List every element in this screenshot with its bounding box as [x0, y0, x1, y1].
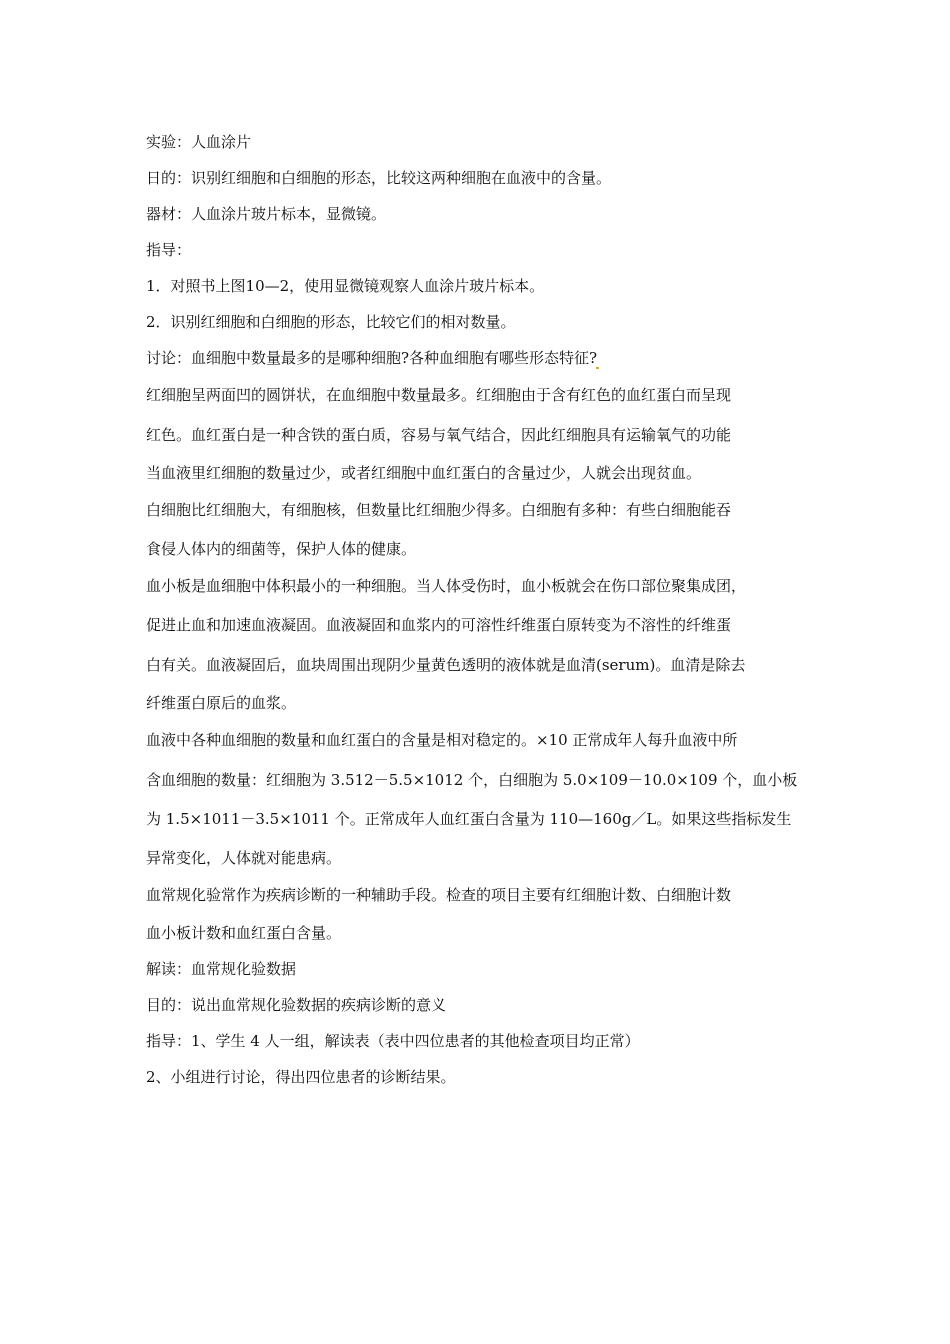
- paragraph-line: 白细胞比红细胞大，有细胞核，但数量比红细胞少得多。白细胞有多种：有些白细胞能吞: [146, 501, 732, 519]
- interpretation-guidance: 指导：1、学生 4 人一组，解读表（表中四位患者的其他检查项目均正常）: [146, 1032, 640, 1050]
- paragraph-line: 促进止血和加速血液凝固。血液凝固和血浆内的可溶性纤维蛋白原转变为不溶性的纤维蛋: [146, 616, 732, 634]
- paragraph-line: 血常规化验常作为疾病诊断的一种辅助手段。检查的项目主要有红细胞计数、白细胞计数: [146, 885, 732, 904]
- paragraph-line: 血液中各种血细胞的数量和血红蛋白的含量是相对稳定的。×10 正常成年人每升血液中所: [146, 731, 738, 749]
- equipment-line: 器材：人血涂片玻片标本，显微镜。: [146, 205, 387, 223]
- paragraph-line: 当血液里红细胞的数量过少，或者红细胞中血红蛋白的含量过少，人就会出现贫血。: [146, 464, 702, 482]
- paragraph-line: 食侵人体内的细菌等，保护人体的健康。: [146, 539, 417, 558]
- guidance-heading: 指导：: [146, 241, 192, 259]
- paragraph-line: 血小板计数和血红蛋白含量。: [146, 924, 342, 942]
- document-body: [146, 124, 814, 1095]
- paragraph-line: 血小板是血细胞中体积最小的一种细胞。当人体受伤时，血小板就会在伤口部位聚集成团，: [146, 576, 747, 595]
- interpretation-title: 解读：血常规化验数据: [146, 960, 297, 978]
- paragraph-line: 红色。血红蛋白是一种含铁的蛋白质，容易与氧气结合，因此红细胞具有运输氧气的功能: [146, 425, 732, 444]
- discussion-question: [146, 340, 814, 376]
- paragraph-line: 白有关。血液凝固后，血块周围出现阴少量黄色透明的液体就是血清(serum)。血清是除去: [146, 655, 746, 674]
- paragraph-line: 含血细胞的数量：红细胞为 3.512－5.5×1012 个，白细胞为 5.0×109－10.0×109 个，血小板: [146, 770, 798, 789]
- discussion-question-text: 讨论：血细胞中数量最多的是哪种细胞?各种血细胞有哪些形态特征?: [146, 349, 598, 367]
- paragraph-line: 纤维蛋白原后的血浆。: [146, 694, 297, 712]
- guidance-step-2: 2．识别红细胞和白细胞的形态，比较它们的相对数量。: [146, 313, 516, 331]
- guidance-step-1: 1．对照书上图10—2，使用显微镜观察人血涂片玻片标本。: [146, 277, 545, 295]
- interpretation-step-2: 2、小组进行讨论，得出四位患者的诊断结果。: [146, 1068, 456, 1086]
- paragraph-line: 异常变化，人体就对能患病。: [146, 848, 342, 867]
- paragraph-line: 红细胞呈两面凹的圆饼状，在血细胞中数量最多。红细胞由于含有红色的血红蛋白而呈现: [146, 386, 732, 404]
- paragraph-line: 为 1.5×1011－3.5×1011 个。正常成年人血红蛋白含量为 110—160g／L。如果这些指标发生: [146, 810, 792, 828]
- purpose-line: 日的：识别红细胞和白细胞的形态，比较这两种细胞在血液中的含量。: [146, 169, 612, 187]
- experiment-title: 实验：人血涂片: [146, 133, 252, 151]
- interpretation-purpose: 目的：说出血常规化验数据的疾病诊断的意义: [146, 996, 447, 1014]
